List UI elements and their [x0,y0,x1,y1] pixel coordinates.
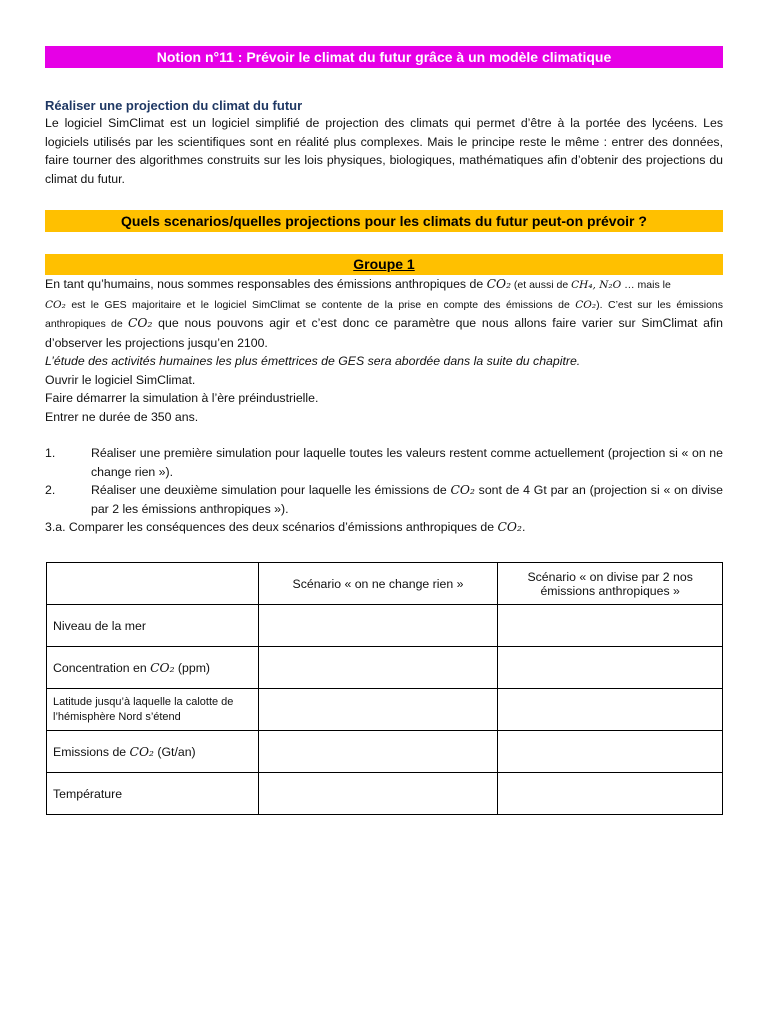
row-label-co2-emissions: Emissions de CO₂ (Gt/an) [47,731,259,773]
worksheet-page [45,46,723,537]
row-label-temperature: Température [47,773,259,815]
answer-cell[interactable] [498,773,723,815]
intro-paragraph: Le logiciel SimClimat est un logiciel simplifié de projection des climats qui permet d’être à la portée des lycéens. Les logiciels utilisés par les scientifiques sont en réalité plus complexes. Mais le principe reste le même : entrer des données, faire tourner des algorithmes construits sur les lois physiques, biologiques, mathématiques afin d’obtenir des projections du climat du futur. [45,116,723,186]
instruction-line: Ouvrir le logiciel SimClimat. [45,372,196,387]
answer-cell[interactable] [258,605,498,647]
co2-formula: CO₂ [150,660,175,675]
table-header-scenario-1: Scénario « on ne change rien » [258,563,498,605]
comparison-table [46,562,723,815]
answer-cell[interactable] [258,689,498,731]
italic-note: L’étude des activités humaines les plus émettrices de GES sera abordée dans la suite du chapitre. [45,354,581,368]
row-label-co2-concentration: Concentration en CO₂ (ppm) [47,647,259,689]
notion-banner: Notion n°11 : Prévoir le climat du futur grâce à un modèle climatique [45,46,723,68]
answer-cell[interactable] [498,647,723,689]
table-header-scenario-2: Scénario « on divise par 2 nos émissions anthropiques » [498,563,723,605]
answer-cell[interactable] [498,731,723,773]
answer-cell[interactable] [498,689,723,731]
co2-formula: CO₂ [450,483,475,497]
group-paragraph: En tant qu’humains, nous sommes responsables des émissions anthropiques de CO₂ (et aussi de CH₄, N₂O … mais le CO₂ est le GES majoritaire et le logiciel SimClimat se contente de la prise en compte des émissions de CO₂). C’est sur les émissions anthropiques de CO₂ que nous pouvons agir et c’est donc ce paramètre que nous allons faire varier sur SimClimat afin d’observer les projections jusqu’en 2100. [45,277,724,350]
answer-cell[interactable] [258,773,498,815]
co2-formula: CO₂ [575,298,597,311]
answer-cell[interactable] [258,731,498,773]
co2-formula: CO₂ [486,277,511,291]
co2-formula: CO₂ [497,520,522,534]
instruction-line: Entrer ne durée de 350 ans. [45,409,199,424]
step-3a: 3.a. Comparer les conséquences des deux scénarios d’émissions anthropiques de CO₂. [45,520,526,534]
co2-formula: CO₂ [127,316,153,330]
table-row [47,605,723,647]
group-banner [45,254,723,275]
section-title: Réaliser une projection du climat du futur [45,98,303,113]
table-row [47,647,723,689]
answer-cell[interactable] [258,647,498,689]
co2-formula: CO₂ [129,744,154,759]
answer-cell[interactable] [498,605,723,647]
table-row [47,689,723,731]
ch4-n2o-formula: CH₄, N₂O [571,279,622,291]
row-label-sea-level: Niveau de la mer [47,605,259,647]
table-header-row [47,563,723,605]
question-banner: Quels scenarios/quelles projections pour les climats du futur peut-on prévoir ? [45,210,723,232]
co2-formula: CO₂ [45,298,66,311]
instruction-line: Faire démarrer la simulation à l’ère préindustrielle. [45,391,319,405]
step-2: 2. Réaliser une deuxième simulation pour laquelle les émissions de CO₂ sont de 4 Gt par an (projection si « on divise par 2 les émissions anthropiques »). [45,483,723,516]
table-row [47,773,723,815]
row-label-ice-cap-latitude: Latitude jusqu’à laquelle la calotte de l’hémisphère Nord s’étend [47,689,259,731]
step-1: 1. Réaliser une première simulation pour laquelle toutes les valeurs restent comme actuellement (projection si « on ne change rien »). [45,446,723,479]
table-header-empty [47,563,259,605]
table-row [47,731,723,773]
group-title: Groupe 1 [353,256,415,272]
